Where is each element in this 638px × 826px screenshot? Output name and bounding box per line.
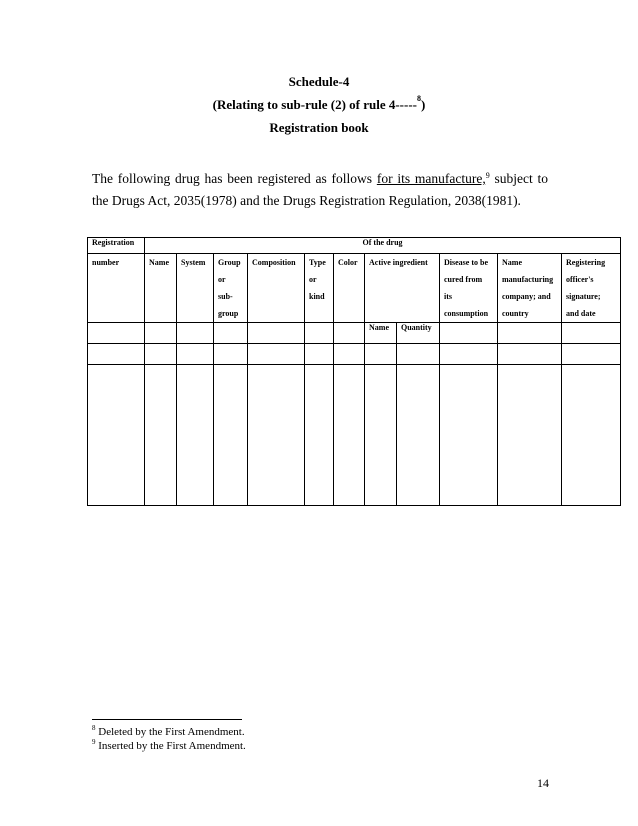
- table-header-row: [88, 238, 621, 254]
- ingredient-quantity-header: Quantity: [397, 323, 440, 344]
- footnote-8: $^8$ Deleted by the First Amendment.: [92, 724, 245, 738]
- system-header: System: [177, 254, 214, 323]
- active-ingredient-header: Active ingredient: [365, 254, 440, 323]
- footnote-ref-9: 9: [485, 171, 490, 180]
- footnote-9: $^9$ Inserted by the First Amendment.: [92, 738, 246, 752]
- registration-header: Registration: [88, 238, 145, 254]
- color-header: Color: [334, 254, 365, 323]
- group-header: Group or sub- group: [214, 254, 248, 323]
- name-header: Name: [145, 254, 177, 323]
- intro-paragraph: [92, 168, 548, 212]
- column-header-row: [88, 254, 621, 323]
- footnote-ref-8: 8: [417, 94, 421, 103]
- manufacturer-header: Name manufacturing company; and country: [498, 254, 562, 323]
- officer-header: Registering officer's signature; and date: [562, 254, 621, 323]
- underlined-phrase: for its manufacture,: [376, 171, 486, 186]
- table-row: [88, 344, 621, 365]
- table-row: [88, 365, 621, 506]
- relating-heading: (Relating to sub-rule (2) of rule 4-----$^8$): [212, 94, 426, 112]
- type-header: Type or kind: [305, 254, 334, 323]
- composition-header: Composition: [248, 254, 305, 323]
- number-header: number: [88, 254, 145, 323]
- page-number: 14: [537, 776, 549, 790]
- schedule-heading: Schedule-4: [288, 74, 350, 89]
- registration-table: [87, 237, 621, 506]
- ingredient-name-header: Name: [365, 323, 397, 344]
- table-row: [88, 323, 621, 344]
- footnote-separator: [92, 719, 242, 720]
- disease-header: Disease to be cured from its consumption: [440, 254, 498, 323]
- of-the-drug-header: Of the drug: [145, 238, 621, 254]
- registration-book-heading: Registration book: [269, 120, 369, 135]
- intro-line-1: The following drug has been registered as follows for its manufacture,$^9$ subject to: [92, 171, 548, 186]
- intro-line-2: the Drugs Act, 2035(1978) and the Drugs Registration Regulation, 2038(1981).: [92, 193, 521, 208]
